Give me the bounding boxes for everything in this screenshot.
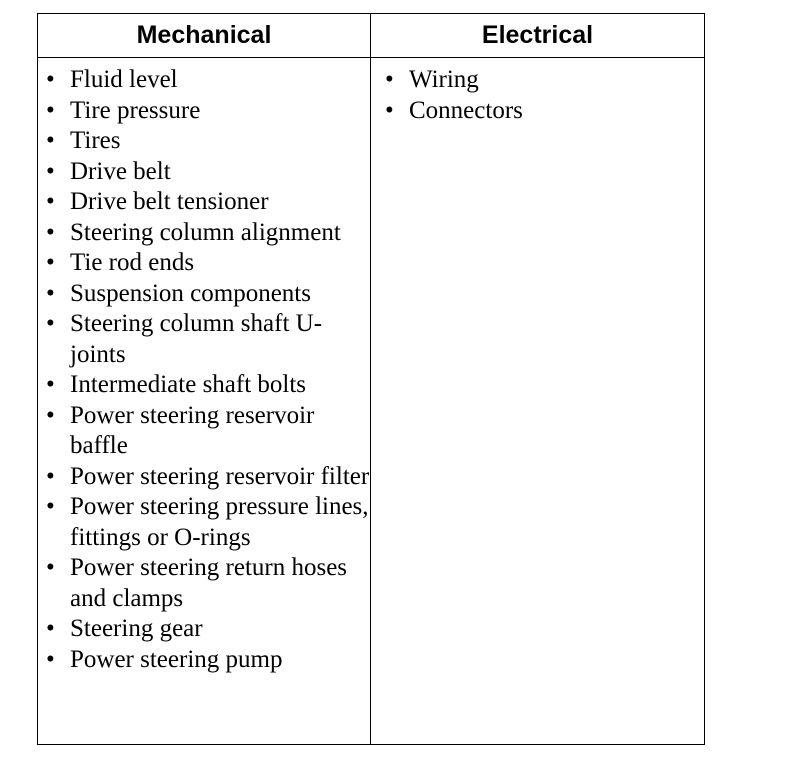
header-row: [38, 14, 705, 58]
mechanical-item-label: Intermediate shaft bolts: [70, 371, 307, 398]
bullet-icon: •: [46, 554, 55, 581]
bullet-icon: •: [46, 401, 55, 429]
mechanical-item: [38, 157, 370, 188]
mechanical-item: [38, 96, 370, 127]
mechanical-item: [38, 462, 370, 493]
mechanical-item-label: Suspension components: [70, 279, 311, 307]
bullet-icon: •: [46, 249, 55, 276]
mechanical-item: [38, 187, 370, 218]
electrical-cell: [371, 58, 705, 745]
bullet-icon: •: [46, 310, 55, 337]
mechanical-item-label: Power steering reservoir baffle: [70, 401, 315, 459]
mechanical-item-label: Drive belt: [70, 157, 171, 185]
mechanical-item: [38, 65, 370, 96]
mechanical-item: [38, 218, 370, 249]
bullet-icon: •: [46, 188, 55, 215]
mechanical-item-label: Power steering pump: [70, 645, 283, 673]
mechanical-item: [38, 553, 370, 614]
bullet-icon: •: [46, 127, 55, 154]
mechanical-item: [38, 614, 370, 645]
mechanical-cell: [38, 58, 371, 745]
mechanical-list: [38, 65, 370, 675]
mechanical-item-label: Tire pressure: [70, 96, 201, 124]
mechanical-item-label: Drive belt tensioner: [70, 188, 269, 215]
electrical-item-label: Wiring: [409, 66, 479, 93]
electrical-item-label: Connectors: [409, 96, 523, 124]
mechanical-item: [38, 492, 370, 553]
mechanical-item: [38, 309, 370, 370]
bullet-icon: •: [46, 645, 55, 673]
bullet-icon: •: [46, 462, 55, 490]
mechanical-item-label: Steering column shaft U-joints: [70, 310, 323, 368]
body-row: [38, 58, 705, 745]
mechanical-item: [38, 279, 370, 310]
mechanical-item-label: Steering gear: [70, 615, 203, 642]
header-mechanical: Mechanical: [38, 14, 371, 58]
mechanical-item: [38, 126, 370, 157]
bullet-icon: •: [46, 279, 55, 307]
bullet-icon: •: [46, 218, 55, 246]
mechanical-item-label: Power steering return hoses and clamps: [70, 554, 348, 612]
mechanical-item: [38, 401, 370, 462]
mechanical-item: [38, 645, 370, 676]
mechanical-item-label: Steering column alignment: [70, 218, 341, 246]
mechanical-item-label: Fluid level: [70, 66, 178, 93]
header-electrical: Electrical: [371, 14, 705, 58]
bullet-icon: •: [46, 66, 55, 93]
mechanical-item-label: Tires: [70, 127, 121, 154]
electrical-item: [371, 96, 704, 127]
bullet-icon: •: [46, 157, 55, 185]
inspection-table: [37, 13, 705, 745]
mechanical-item: [38, 370, 370, 401]
bullet-icon: •: [385, 96, 394, 124]
electrical-list: [371, 65, 704, 126]
mechanical-item-label: Power steering reservoir filter: [70, 462, 370, 490]
bullet-icon: •: [46, 96, 55, 124]
mechanical-item: [38, 248, 370, 279]
bullet-icon: •: [385, 66, 394, 93]
bullet-icon: •: [46, 493, 55, 520]
bullet-icon: •: [46, 615, 55, 642]
mechanical-item-label: Power steering pressure lines, fittings or O-rings: [70, 493, 369, 551]
bullet-icon: •: [46, 371, 55, 398]
mechanical-item-label: Tie rod ends: [70, 249, 195, 276]
electrical-item: [371, 65, 704, 96]
